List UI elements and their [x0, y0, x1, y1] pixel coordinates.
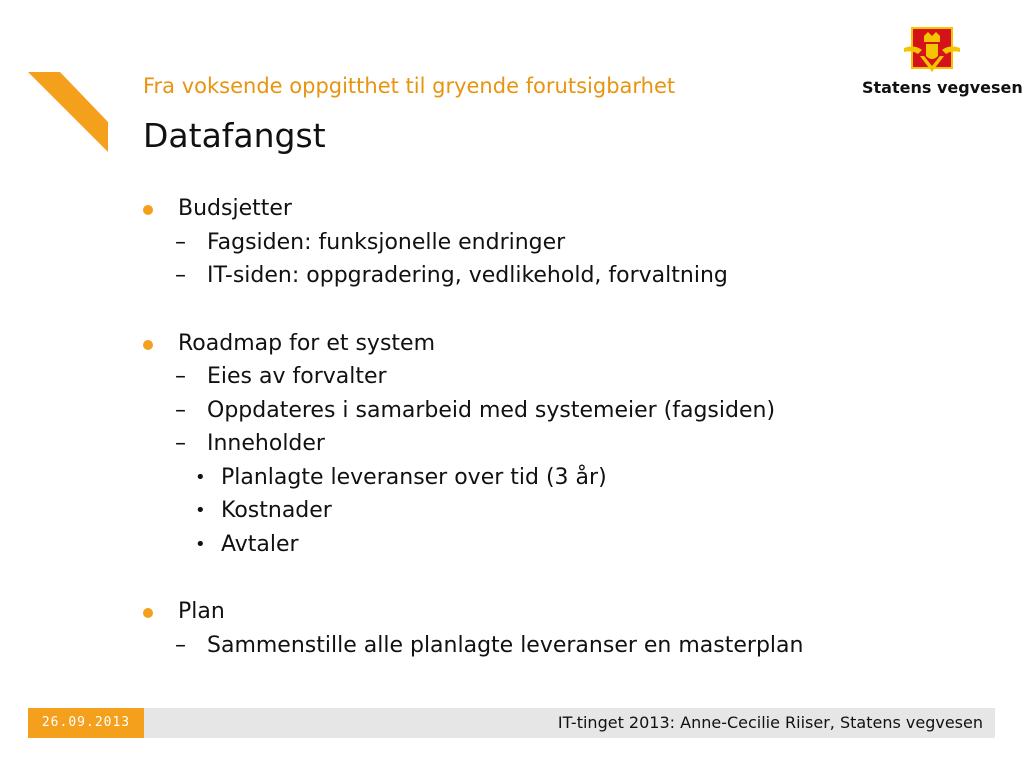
dash-icon: –: [175, 632, 186, 658]
small-bullet-icon: •: [195, 466, 206, 488]
sub-sub-bullet-label: Planlagte leveranser over tid (3 år): [221, 464, 607, 490]
dash-icon: –: [175, 431, 186, 456]
sub-bullet-label: Sammenstille alle planlagte leveranser en masterplan: [207, 632, 804, 658]
sub-bullet-item: [143, 226, 1003, 260]
slide-title: Datafangst: [143, 116, 326, 155]
dash-icon: –: [175, 263, 186, 288]
spacer: [143, 293, 1003, 327]
sub-bullet-label: Inneholder: [207, 431, 325, 456]
statens-vegvesen-logo: [862, 26, 1023, 102]
footer-bar: [28, 708, 995, 738]
sub-sub-bullet-item: [143, 461, 1003, 495]
sub-sub-bullet-item: [143, 528, 1003, 562]
dash-icon: –: [175, 397, 186, 423]
bullet-label: Plan: [178, 599, 225, 624]
bullet-item: [143, 192, 1003, 226]
dash-icon: –: [175, 364, 186, 389]
sub-sub-bullet-item: [143, 494, 1003, 528]
sub-bullet-item: [143, 394, 1003, 428]
spacer: [143, 561, 1003, 595]
sub-bullet-label: Eies av forvalter: [207, 364, 387, 389]
bullet-item: [143, 327, 1003, 361]
coat-of-arms-icon: [904, 26, 960, 76]
dash-icon: –: [175, 229, 186, 255]
bullet-content: [143, 192, 1003, 662]
footer-date: 26.09.2013: [28, 708, 144, 738]
bullet-item: [143, 595, 1003, 629]
sub-bullet-item: [143, 360, 1003, 394]
sub-sub-bullet-label: Avtaler: [221, 531, 299, 557]
bullet-label: Budsjetter: [178, 196, 292, 221]
bullet-dot-icon: [143, 340, 153, 350]
orange-diagonal-stripe: [28, 72, 108, 152]
sub-bullet-item: [143, 259, 1003, 293]
sub-bullet-label: IT-siden: oppgradering, vedlikehold, forvaltning: [207, 263, 728, 288]
bullet-label: Roadmap for et system: [178, 330, 436, 356]
sub-bullet-label: Fagsiden: funksjonelle endringer: [207, 229, 566, 255]
slide-subtitle: Fra voksende oppgitthet til gryende forutsigbarhet: [143, 74, 676, 98]
small-bullet-icon: •: [195, 500, 206, 521]
sub-bullet-label: Oppdateres i samarbeid med systemeier (fagsiden): [207, 397, 776, 423]
bullet-dot-icon: [143, 608, 153, 618]
sub-bullet-item: [143, 427, 1003, 461]
footer-text: IT-tinget 2013: Anne-Cecilie Riiser, Statens vegvesen: [557, 713, 983, 732]
logo-text: Statens vegvesen: [862, 78, 1023, 97]
sub-sub-bullet-label: Kostnader: [221, 498, 332, 523]
bullet-dot-icon: [143, 205, 153, 215]
sub-bullet-item: [143, 629, 1003, 663]
small-bullet-icon: •: [195, 533, 206, 555]
